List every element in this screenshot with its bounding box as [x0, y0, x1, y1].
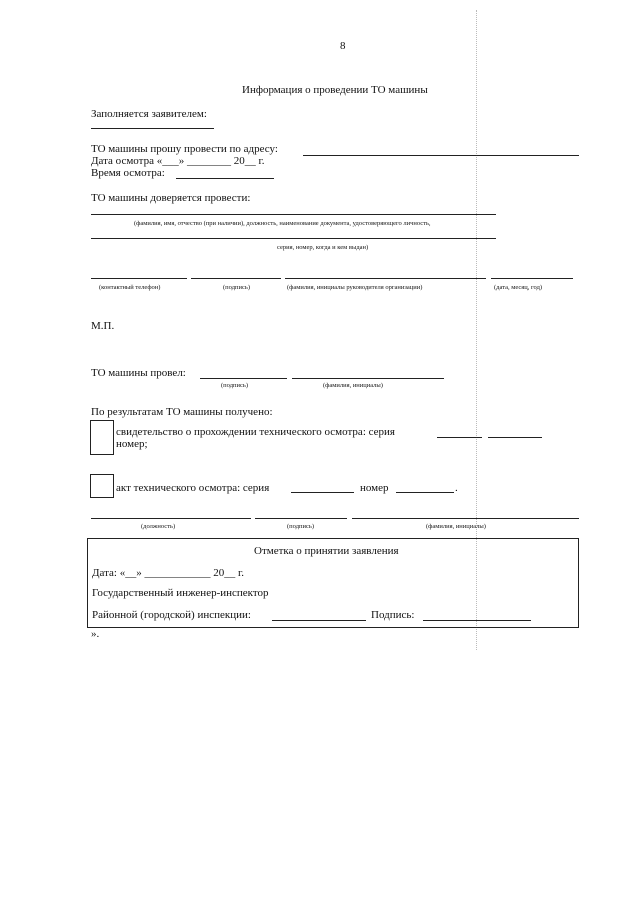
performed-signature-caption: (подпись) — [221, 382, 248, 389]
performed-label: ТО машины провел: — [91, 367, 186, 379]
certificate-series-field-2[interactable] — [488, 437, 542, 438]
inspection-time-label: Время осмотра: — [91, 167, 165, 179]
district-label: Районной (городской) инспекции: — [92, 609, 251, 621]
address-field[interactable] — [303, 155, 579, 156]
applicant-heading: Заполняется заявителем: — [91, 108, 207, 120]
result-position-caption: (должность) — [141, 523, 176, 530]
acceptance-date-label: Дата: «__» ____________ 20__ г. — [92, 567, 245, 579]
inspection-time-field[interactable] — [176, 178, 274, 179]
page-title: Информация о проведении ТО машины — [242, 84, 428, 96]
trusted-name-caption: (фамилия, имя, отчество (при наличии), должность, наименование документа, удостоверяющего личность, — [134, 220, 431, 227]
certificate-option-text: свидетельство о прохождении технического осмотра: серия — [116, 426, 395, 438]
date-field[interactable] — [491, 278, 573, 279]
applicant-blank-line[interactable] — [91, 128, 214, 129]
page-number: 8 — [340, 40, 346, 52]
address-label: ТО машины прошу провести по адресу: — [91, 143, 278, 155]
acceptance-signature-field[interactable] — [423, 620, 531, 621]
trusted-heading: ТО машины доверяется провести: — [91, 192, 251, 204]
results-heading: По результатам ТО машины получено: — [91, 406, 273, 418]
performed-name-caption: (фамилия, инициалы) — [323, 382, 383, 389]
district-field[interactable] — [272, 620, 366, 621]
date-caption: (дата, месяц, год) — [494, 284, 543, 291]
certificate-checkbox[interactable] — [90, 420, 114, 455]
trusted-name-field[interactable] — [91, 214, 496, 215]
act-option-text: акт технического осмотра: серия — [116, 482, 270, 494]
act-number-field[interactable] — [396, 492, 454, 493]
certificate-series-field[interactable] — [437, 437, 482, 438]
closing-mark: ». — [91, 628, 100, 640]
result-name-field[interactable] — [352, 518, 579, 519]
act-series-field[interactable] — [291, 492, 354, 493]
result-name-caption: (фамилия, инициалы) — [426, 523, 486, 530]
stamp-label: М.П. — [91, 320, 115, 332]
certificate-number-label: номер; — [116, 438, 148, 450]
act-end-mark: . — [455, 482, 458, 494]
inspector-label: Государственный инженер-инспектор — [92, 587, 269, 599]
phone-caption: (контактный телефон) — [99, 284, 161, 291]
signature-field[interactable] — [191, 278, 281, 279]
result-position-field[interactable] — [91, 518, 251, 519]
head-name-field[interactable] — [285, 278, 486, 279]
trusted-doc-field[interactable] — [91, 238, 496, 239]
signature-caption: (подпись) — [223, 284, 250, 291]
head-name-caption: (фамилия, инициалы руководителя организации) — [287, 284, 423, 291]
trusted-doc-caption: серия, номер, когда и кем выдан) — [277, 244, 369, 251]
result-signature-field[interactable] — [255, 518, 347, 519]
acceptance-signature-label: Подпись: — [371, 609, 415, 621]
phone-field[interactable] — [91, 278, 187, 279]
inspection-date-label: Дата осмотра «___» ________ 20__ г. — [91, 155, 265, 167]
performed-signature-field[interactable] — [200, 378, 287, 379]
acceptance-heading: Отметка о принятии заявления — [254, 545, 399, 557]
performed-name-field[interactable] — [292, 378, 444, 379]
act-number-label: номер — [360, 482, 389, 494]
act-checkbox[interactable] — [90, 474, 114, 498]
result-signature-caption: (подпись) — [287, 523, 314, 530]
